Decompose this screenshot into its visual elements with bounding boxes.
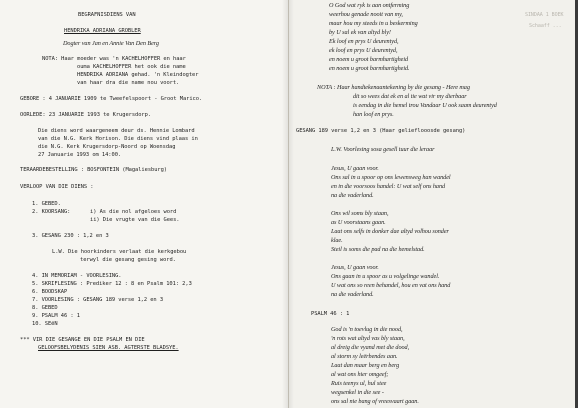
nota-line-1: NOTA: Haar moeder was 'n KACHELHOFFER en haar xyxy=(42,56,186,62)
item-6: 6. BOODSKAP xyxy=(32,289,68,295)
item-1: 1. GEBED. xyxy=(32,201,61,207)
nota-line-2: ouma KACHELHOFFER het ook die name xyxy=(77,64,186,70)
footer-note-1: *** VIR DIE GESANGE EN DIE PSALM EN DIE xyxy=(20,337,145,343)
nota-line-4: van haar dra die name nou voort. xyxy=(77,80,180,86)
bleed-through-text-1: SINDAA 1 BOEK xyxy=(525,12,564,18)
nota-right-line-1: NOTA : Haar handtekenaantekening by die gesang - Here mag xyxy=(317,84,470,91)
subtitle-parents: Dogter van Jan en Annie Van Den Berg xyxy=(63,40,159,47)
service-line-1: Die diens word waargeneem deur ds. Hennie Lombard xyxy=(38,128,195,134)
nota-right-line-3: is eendag in die hemel trou Vandaar U ook saam deurentyd xyxy=(353,102,497,109)
verse2-line-3: Laat ons selfs in donker dae altyd volhou sonder xyxy=(331,228,449,235)
verse1-line-3: en in die voorsoos handel: U wat self ons hand xyxy=(331,183,446,190)
service-line-4: 27 Januarie 1993 om 14:00. xyxy=(38,152,122,158)
item-8: 8. GEBED xyxy=(32,305,58,311)
hymn1-line-7: en noem u groot barmhartigheid xyxy=(329,56,409,63)
item-2b: ii) Die vrugte van die Gees. xyxy=(90,217,180,223)
nota-right-line-4: han loof en prys. xyxy=(353,111,394,118)
bleed-through-text-2: Schaaff ... xyxy=(529,23,562,29)
item-3: 3. GESANG 230 : 1,2 en 3 xyxy=(32,233,109,239)
hymn1-line-2: weerhou genade nooit van my, xyxy=(329,11,403,18)
psalm-line-6: al wat ons hier omgeef; xyxy=(331,371,389,378)
item-10: 10. SEëN xyxy=(32,321,58,327)
verse2-line-4: klae. xyxy=(331,237,343,244)
nota-line-3: HENDRIKA ADRIANA gehad. 'n Kleindogter xyxy=(77,72,199,78)
item-4: 4. IN MEMORIAM - VOORLESING. xyxy=(32,273,122,279)
nota-right-line-2: dit so wees dat ek en al tie wat vir my dierbaar xyxy=(353,93,467,100)
verse2-line-1: Ons wil soms bly staan, xyxy=(331,210,389,217)
verse3-line-1: Jesus, U gaan voor. xyxy=(331,264,379,271)
gesang-189-heading: GESANG 189 verse 1,2 en 3 (Haar gelieflooosde gesang) xyxy=(296,128,466,134)
service-title: BEGRAFNISDIENS VAN xyxy=(78,12,136,18)
hymn1-line-5: Ek loof en prys U deurentyd, xyxy=(329,38,399,45)
verse3-line-4: na die vaderland. xyxy=(331,291,374,298)
verse1-line-2: Ons sal in u spoor op ons lewensweg han wandel xyxy=(331,174,451,181)
verse2-line-5: Steil is soms die pad na die hemelstad. xyxy=(331,246,425,253)
item-2: 2. KOORSANG: xyxy=(32,209,71,215)
service-line-2: van die N.G. Kerk Horison. Die diens vind plaas in xyxy=(38,136,198,142)
service-line-3: die N.G. Kerk Krugersdorp-Noord op Woensdag xyxy=(38,144,176,150)
deceased-name: HENDRIKA ADRIANA GROBLER xyxy=(64,28,141,34)
psalm-line-4: al storm sy leërbendes aan. xyxy=(331,353,398,360)
psalm-line-9: ons sal nie bang of vreesvaart gaan. xyxy=(331,398,419,405)
psalm-line-2: 'n rots wat altyd vas bly staan, xyxy=(331,335,405,342)
birth-info: GEBORE : 4 JANUARIE 1909 te Tweefelspoort - Groot Marico. xyxy=(20,96,203,102)
item-2a: i) As die nol afgeloes word xyxy=(90,209,177,215)
item-7: 7. VOORLESING : GESANG 189 verse 1,2 en 3 xyxy=(32,297,164,303)
verse3-line-3: U wat ons so reen behandel, hou en vat ons hand xyxy=(331,282,451,289)
item-3-note-1: L.W. Die hoorkinders verlaat die kerkgebou xyxy=(52,249,187,255)
psalm-46-heading: PSALM 46 : 1 xyxy=(311,311,350,317)
reading-note: L.W. Voorlesing sosa gesell tuur die leraar xyxy=(331,146,435,153)
verse1-line-4: na die vaderland. xyxy=(331,192,374,199)
psalm-line-3: al dreig die vyand met die dood, xyxy=(331,344,410,351)
hymn1-line-3: maar hou my steeds in u beskerming xyxy=(329,20,418,27)
death-info: OORLEDE: 23 JANUARIE 1993 te Krugersdorp. xyxy=(20,112,152,118)
psalm-line-5: Laat dan maar berg en berg xyxy=(331,362,400,369)
psalm-line-8: wegsenkel in die see - xyxy=(331,389,384,396)
verse3-line-2: Ons gaan in u spoor as u volgelinge wandel. xyxy=(331,273,440,280)
item-5: 5. SKRIFLESING : Prediker 12 : 8 en Psalm 101: 2,3 xyxy=(32,281,192,287)
hymn1-line-6: ek loof en prys U deurentyd, xyxy=(329,47,398,54)
burial-info: TERAARDEBESTELLING : BOSFONTEIN (Magaliesburg) xyxy=(20,167,167,173)
hymn1-line-1: O God wat ryk is aan ontferming xyxy=(329,2,410,9)
footer-note-2: GELOOFSBELYDENIS SIEN ASB. AGTERSTE BLADSYE. xyxy=(38,345,179,351)
psalm-line-1: God is 'n toevlug in die nood, xyxy=(331,326,403,333)
order-of-service-heading: VERLOOP VAN DIE DIENS : xyxy=(20,184,94,190)
hymn1-line-4: by U sal ek van altyd bly! xyxy=(329,29,391,36)
hymn1-line-8: en noem u groot barmhartigheid. xyxy=(329,65,410,72)
verse1-line-1: Jesus, U gaan voor. xyxy=(331,165,379,172)
psalm-line-7: Ruis teenys ul, hul stee xyxy=(331,380,387,387)
right-page xyxy=(289,0,578,408)
item-3-note-2: terwyl die gesang gesing word. xyxy=(80,257,176,263)
verse2-line-2: as U voorstaans gaan. xyxy=(331,219,386,226)
item-9: 9. PSALM 46 : 1 xyxy=(32,313,80,319)
